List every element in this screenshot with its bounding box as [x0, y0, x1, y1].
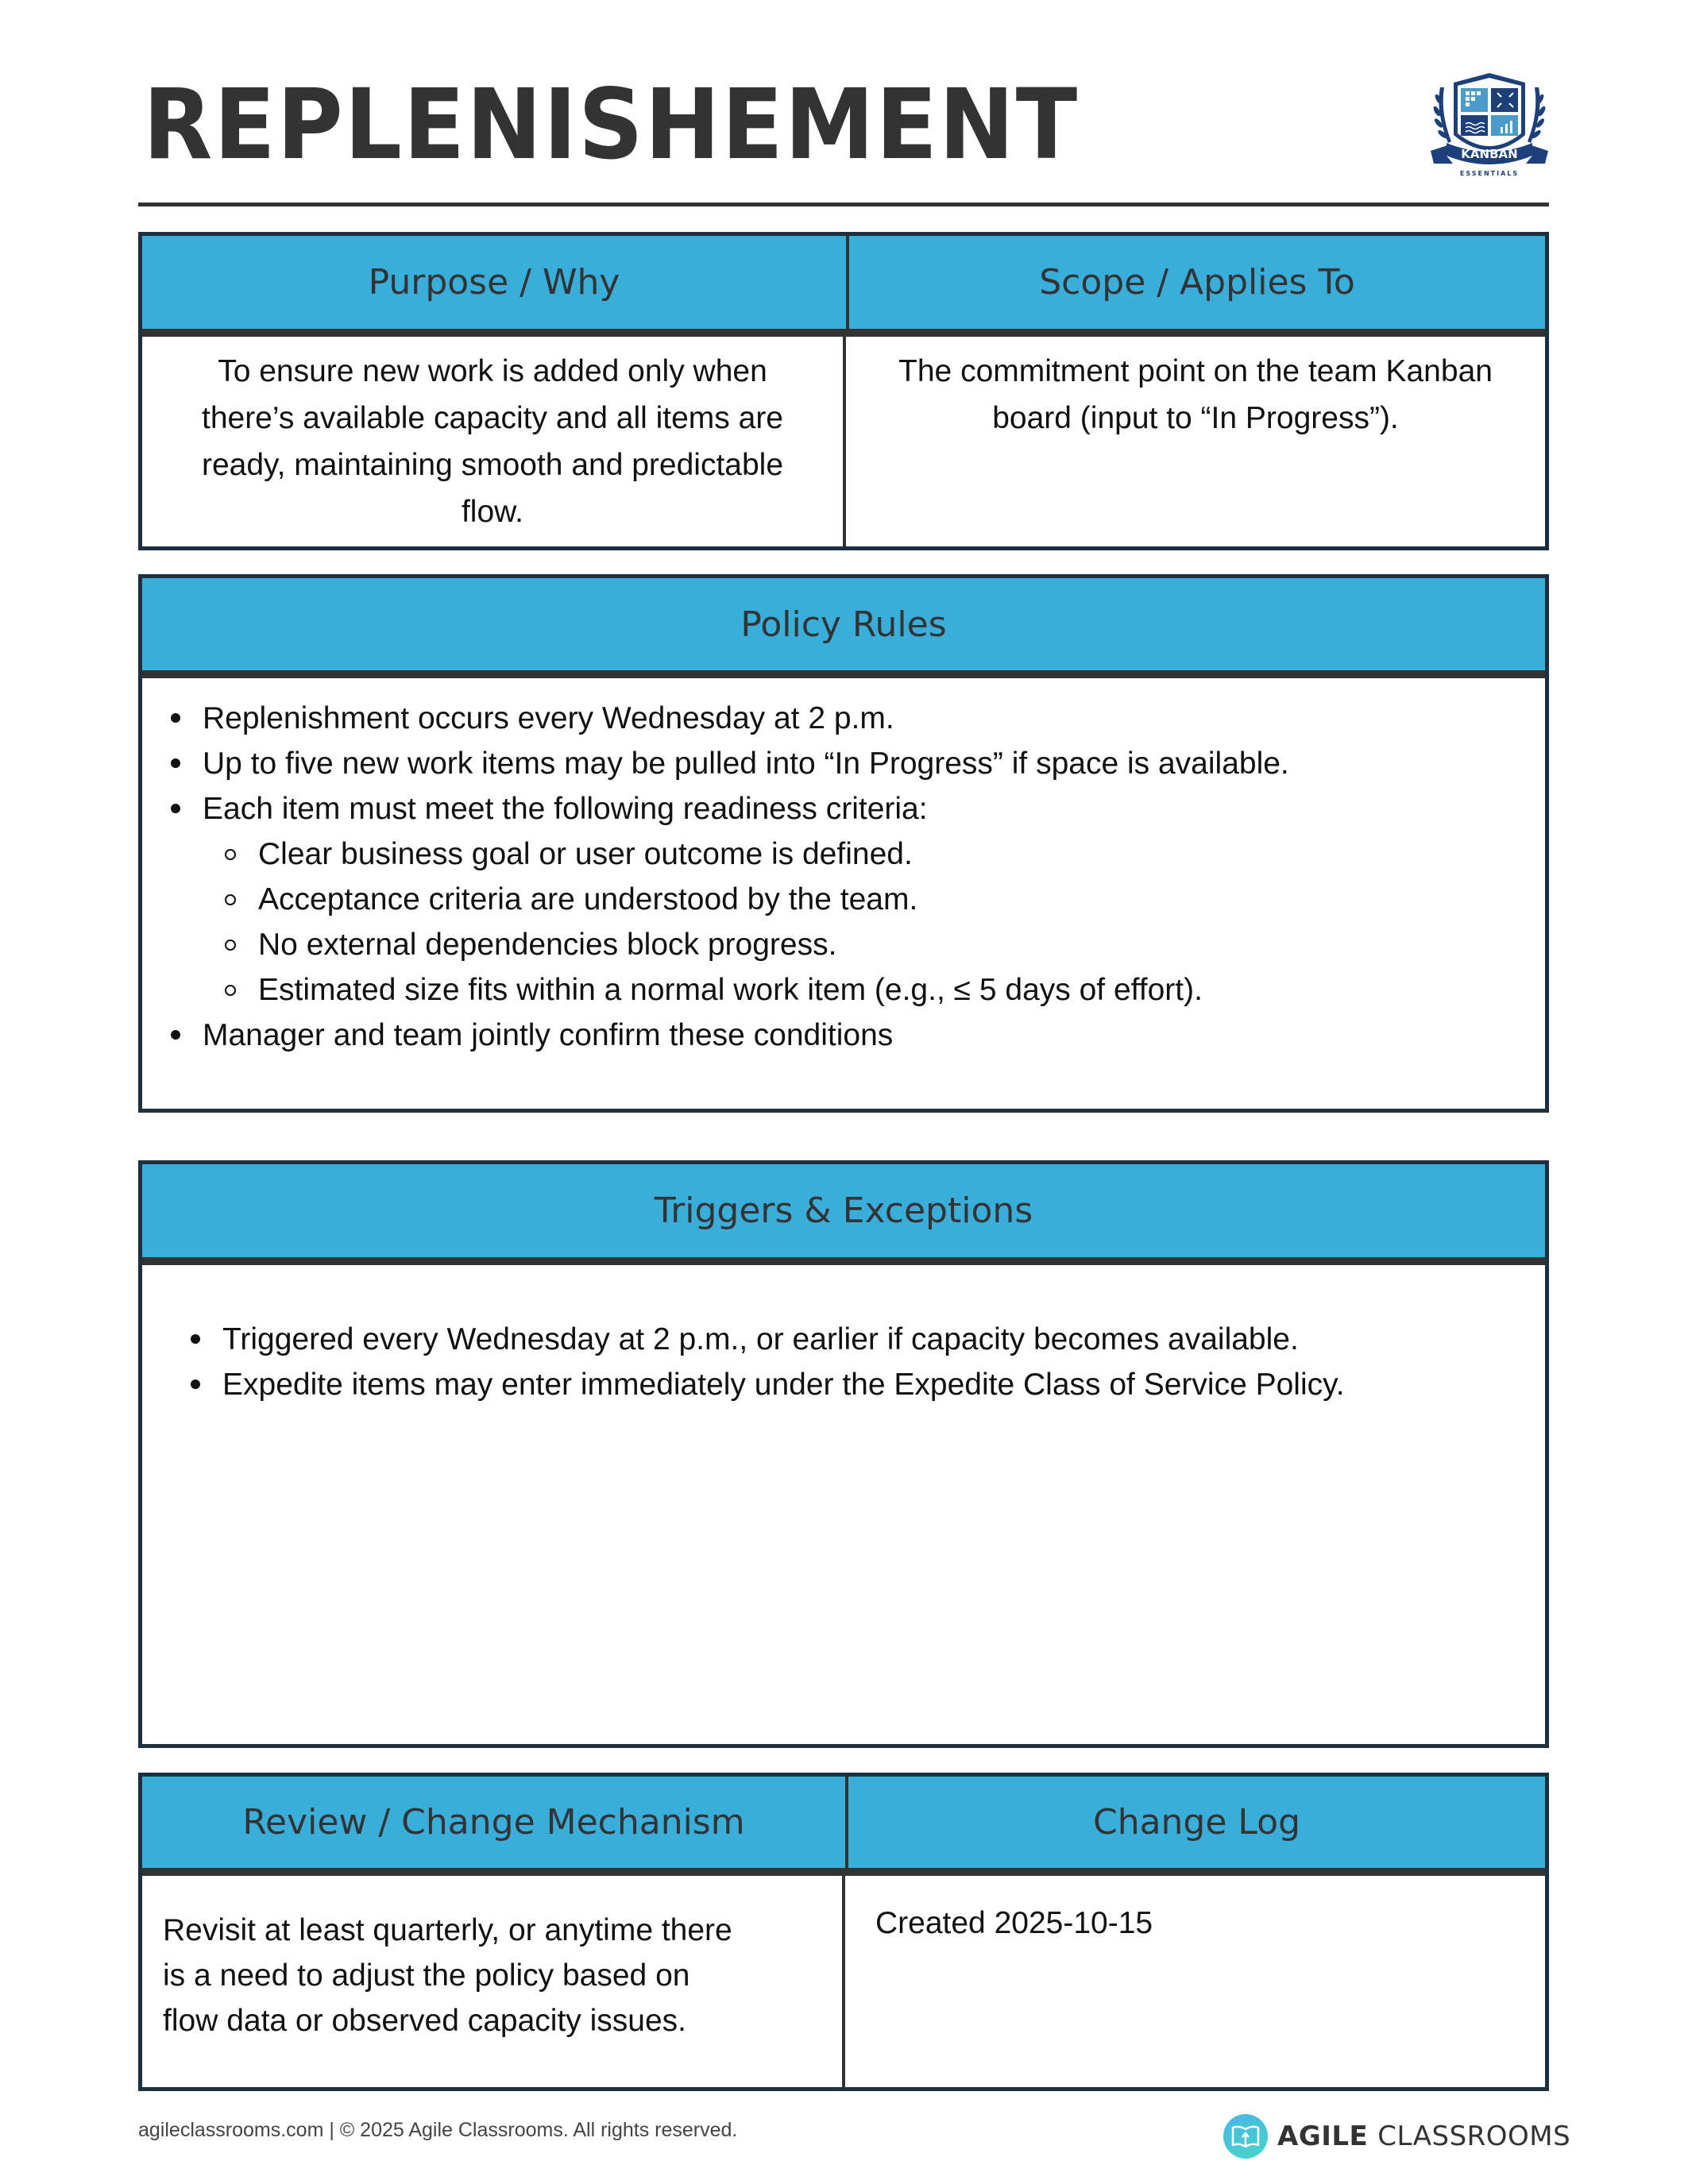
brand-bold: AGILE	[1277, 2120, 1369, 2152]
review-line: Revisit at least quarterly, or anytime there	[163, 1913, 732, 1947]
sub-list-item: No external dependencies block progress.	[258, 922, 1545, 967]
list-item: Each item must meet the following readiness criteria:	[203, 786, 1545, 832]
purpose-line: ready, maintaining smooth and predictable	[201, 448, 784, 482]
triggers-list	[142, 1265, 1545, 1407]
review-changelog-section	[138, 1773, 1549, 2091]
open-book-icon	[1223, 2114, 1268, 2159]
review-line: is a need to adjust the policy based on	[163, 1958, 690, 1993]
policy-rules-section	[138, 574, 1549, 1113]
sub-list-item: Clear business goal or user outcome is defined.	[258, 832, 1545, 877]
review-heading: Review / Change Mechanism	[142, 1777, 848, 1876]
scope-heading: Scope / Applies To	[849, 236, 1545, 337]
bullet-icon	[191, 1379, 200, 1389]
sub-list-item: Estimated size fits within a normal work item (e.g., ≤ 5 days of effort).	[258, 967, 1545, 1013]
scope-line: The commitment point on the team Kanban	[898, 354, 1493, 388]
bullet-icon	[171, 758, 180, 768]
triggers-exceptions-section	[138, 1160, 1549, 1748]
scope-body	[846, 337, 1545, 546]
list-item: Replenishment occurs every Wednesday at 2 p.m.	[203, 696, 1545, 741]
brand-regular: CLASSROOMS	[1377, 2120, 1571, 2152]
bullet-icon	[191, 1334, 200, 1344]
policy-rules-list	[142, 678, 1545, 1058]
list-item: Triggered every Wednesday at 2 p.m., or earlier if capacity becomes available.	[222, 1317, 1545, 1362]
scope-line: board (input to “In Progress”).	[992, 401, 1399, 435]
kanban-essentials-badge-icon	[1426, 71, 1553, 183]
purpose-heading: Purpose / Why	[142, 236, 849, 337]
policy-rules-heading: Policy Rules	[142, 578, 1545, 678]
purpose-line: To ensure new work is added only when	[218, 354, 767, 388]
purpose-line: there’s available capacity and all items are	[201, 401, 783, 435]
change-log-body	[845, 1876, 1545, 2087]
hollow-bullet-icon	[225, 940, 236, 951]
svg-text:ESSENTIALS: ESSENTIALS	[1459, 170, 1520, 177]
purpose-scope-section	[138, 232, 1549, 550]
bullet-icon	[171, 713, 180, 723]
hollow-bullet-icon	[225, 894, 236, 905]
list-item: Expedite items may enter immediately under the Expedite Class of Service Policy.	[222, 1362, 1545, 1407]
title-divider	[138, 203, 1549, 206]
page-title: REPLENISHEMENT	[143, 68, 1079, 181]
hollow-bullet-icon	[225, 985, 236, 996]
agile-classrooms-logo	[1223, 2114, 1570, 2159]
purpose-line: flow.	[461, 495, 524, 529]
sub-list-item: Acceptance criteria are understood by the team.	[258, 877, 1545, 922]
hollow-bullet-icon	[225, 849, 236, 860]
triggers-heading: Triggers & Exceptions	[142, 1164, 1545, 1265]
change-log-heading: Change Log	[848, 1777, 1545, 1876]
change-log-entry: Created 2025-10-15	[875, 1906, 1153, 1940]
purpose-body	[142, 337, 846, 546]
footer-copyright: agileclassrooms.com | © 2025 Agile Classrooms. All rights reserved.	[138, 2119, 738, 2141]
list-item: Manager and team jointly confirm these conditions	[203, 1013, 1545, 1058]
bullet-icon	[171, 804, 180, 813]
review-body	[142, 1876, 845, 2087]
bullet-icon	[171, 1030, 180, 1040]
list-item: Up to five new work items may be pulled into “In Progress” if space is available.	[203, 741, 1545, 786]
review-line: flow data or observed capacity issues.	[163, 2004, 687, 2038]
svg-text:KANBAN: KANBAN	[1461, 147, 1518, 161]
